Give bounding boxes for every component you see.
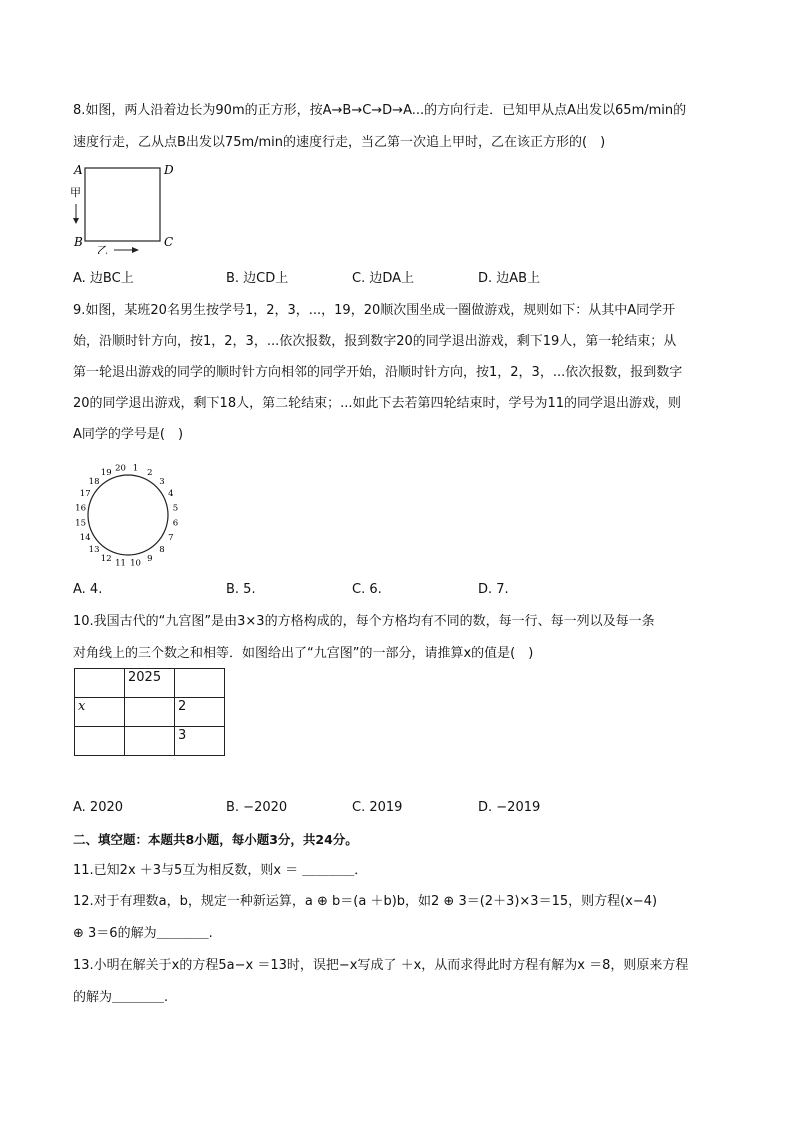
circle-number-label: 7	[168, 532, 174, 543]
circle-number-label: 17	[79, 489, 91, 500]
circle-number-label: 12	[100, 553, 112, 564]
label-yi: 乙	[97, 244, 108, 254]
grid-row	[75, 727, 225, 756]
grid-row	[75, 669, 225, 698]
q9-line1: 9.如图，某班20名男生按学号1，2，3，...，19，20顺次围坐成一圈做游戏，规则如下：从其中A同学开	[73, 303, 676, 318]
q11-text: 11.已知2x ＋3与5互为相反数，则x ＝ ＿＿＿＿．	[73, 863, 368, 878]
circle-number-label: 15	[75, 518, 87, 529]
circle-number-label: 16	[75, 503, 87, 514]
yi-arrowhead-icon	[132, 247, 139, 253]
q8-line1: 8.如图，两人沿着边长为90m的正方形，按A→B→C→D→A...的方向行走．已知甲从点A出发以65m/min的	[73, 103, 687, 118]
q8-line2: 速度行走，乙从点B出发以75m/min的速度行走，当乙第一次追上甲时，乙在该正方形的( )	[73, 135, 606, 150]
label-jia: 甲	[70, 186, 81, 199]
grid-cell	[125, 698, 175, 727]
label-b: B	[74, 235, 83, 249]
circle-number-label: 18	[88, 477, 100, 488]
label-d: D	[164, 163, 174, 177]
grid-cell	[75, 727, 125, 756]
grid-cell	[75, 669, 125, 698]
grid-cell	[125, 727, 175, 756]
grid-cell: 3	[175, 727, 225, 756]
q9-option-a: A. 4.	[73, 582, 103, 597]
circle-number-label: 5	[172, 503, 179, 514]
q12-line1: 12.对于有理数a，b，规定一种新运算，a ⊕ b＝(a ＋b)b，如2 ⊕ 3＝(2＋3)×3＝15，则方程(x−4)	[73, 894, 658, 909]
q13-line2: 的解为＿＿＿＿.	[73, 990, 169, 1005]
circle-figure	[72, 459, 184, 571]
q8-option-d: D. 边AB上	[478, 271, 541, 286]
grid-cell: 2025	[125, 669, 175, 698]
q8-option-b: B. 边CD上	[226, 271, 289, 286]
circle-number-label: 1	[132, 463, 139, 474]
q10-line1: 10.我国古代的“九宫图”是由3×3的方格构成的，每个方格均有不同的数，每一行、每一列以及每一条	[73, 614, 655, 629]
circle-number-label: 9	[147, 553, 153, 564]
q9-line3: 第一轮退出游戏的同学的顺时针方向相邻的同学开始，沿顺时针方向，按1，2，3，...依次报数，报到数字	[73, 365, 683, 380]
grid-row	[75, 698, 225, 727]
circle-number-label: 2	[147, 468, 153, 479]
q9-line2: 始，沿顺时针方向，按1，2，3，...依次报数，报到数字20的同学退出游戏，剩下19人，第一轮结束；从	[73, 334, 677, 349]
circle-number-label: 8	[159, 544, 165, 555]
q10-line2: 对角线上的三个数之和相等．如图给出了“九宫图”的一部分，请推算x的值是( )	[73, 646, 534, 661]
circle-number-label: 14	[79, 532, 91, 543]
circle-number-label: 6	[172, 518, 179, 529]
label-c: C	[164, 235, 174, 249]
section-heading: 二、填空题：本题共8小题，每小题3分，共24分。	[73, 832, 358, 847]
q10-option-c: C. 2019	[352, 800, 403, 815]
q9-line5: A同学的学号是( )	[73, 427, 184, 442]
grid-cell: 2	[175, 698, 225, 727]
q13-line1: 13.小明在解关于x的方程5a−x ＝13时，误把−x写成了 ＋x，从而求得此时方程有解为x ＝8，则原来方程	[73, 958, 689, 973]
q10-option-d: D. −2019	[478, 800, 541, 815]
circle-number-label: 19	[100, 468, 112, 479]
circle-number-label: 3	[159, 477, 165, 488]
q9-option-b: B. 5.	[226, 582, 256, 597]
q8-option-a: A. 边BC上	[73, 271, 134, 286]
q9-line4: 20的同学退出游戏，剩下18人，第二轮结束；...如此下去若第四轮结束时，学号为11的同学退出游戏，则	[73, 396, 682, 411]
magic-square-grid	[74, 668, 225, 756]
grid-cell: x	[75, 698, 125, 727]
jia-arrowhead-icon	[73, 218, 79, 224]
q10-option-a: A. 2020	[73, 800, 124, 815]
circle-number-label: 13	[88, 544, 100, 555]
q9-option-d: D. 7.	[478, 582, 509, 597]
q10-option-b: B. −2020	[226, 800, 288, 815]
circle-number-label: 10	[130, 558, 141, 569]
circle-number-label: 4	[168, 489, 174, 500]
label-a: A	[74, 163, 83, 177]
q8-option-c: C. 边DA上	[352, 271, 415, 286]
q12-line2: ⊕ 3＝6的解为＿＿＿＿.	[73, 926, 213, 941]
square-figure	[70, 158, 190, 254]
circle-number-label: 20	[115, 463, 126, 474]
grid-cell	[175, 669, 225, 698]
circle-number-label: 11	[115, 558, 126, 569]
q9-option-c: C. 6.	[352, 582, 382, 597]
